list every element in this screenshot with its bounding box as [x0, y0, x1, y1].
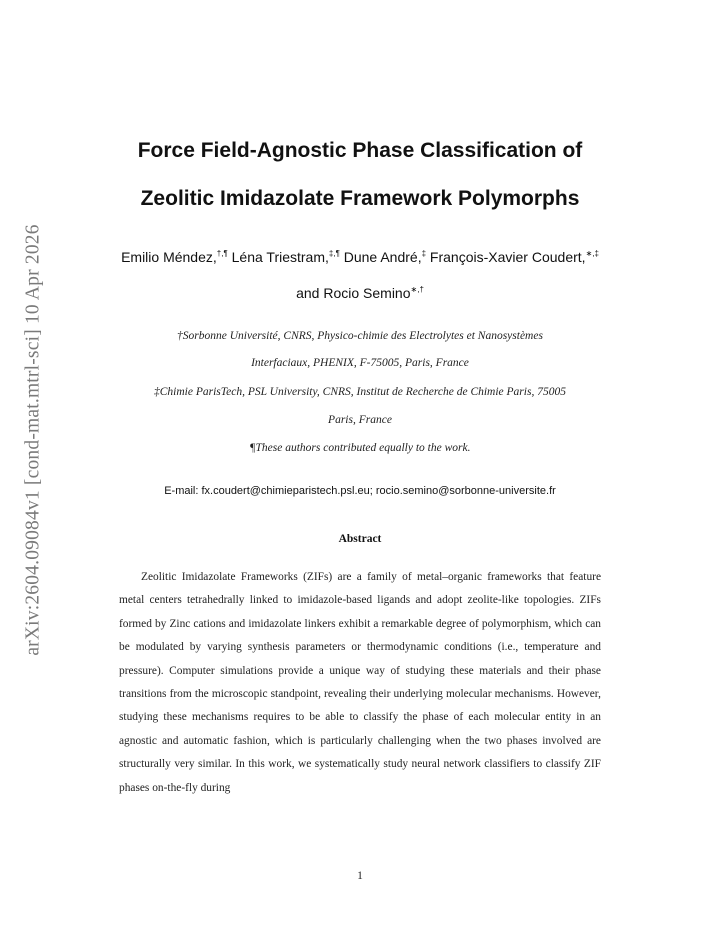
arxiv-identifier-stamp [18, 205, 50, 675]
arxiv-identifier-text: arXiv:2604.09084v1 [cond-mat.mtrl-sci] 10 Apr 2026 [23, 224, 45, 656]
author-affiliation-marks: †,¶ [216, 249, 228, 258]
paper-title-line-2: Zeolitic Imidazolate Framework Polymorphs [140, 187, 580, 210]
affiliation-dagger-line-1: †Sorbonne Université, CNRS, Physico-chimie des Electrolytes et Nanosystèmes [177, 330, 543, 342]
abstract-text: Zeolitic Imidazolate Frameworks (ZIFs) are a family of metal–organic frameworks that feature metal centers tetrahedrally linked to imidazole-based ligands and adopt zeolite-like topologies. ZIFs formed by Zinc cations and imidazolate linkers exhibit a remarkable degree of polymorphism, which can be modulated by varying synthesis parameters or thermodynamic conditions (i.e., temperature and pressure). Computer simulations provide a unique way of studying these materials and their phase transitions from the microscopic standpoint, revealing their underlying molecular mechanisms. However, studying these mechanisms requires to be able to classify the phase of each molecular entity in an agnostic and automatic fashion, which is particularly challenging when the two phases involved are structurally very similar. In this work, we systematically study neural network classifiers to classify ZIF phases on-the-fly during [119, 571, 601, 794]
author-name: Emilio Méndez, [121, 249, 217, 265]
abstract-heading: Abstract [338, 533, 382, 545]
author-name: and Rocio Semino [296, 285, 411, 301]
page-number: 1 [357, 870, 363, 882]
contact-email: E-mail: fx.coudert@chimieparistech.psl.eu; rocio.semino@sorbonne-universite.fr [164, 485, 556, 497]
affiliation-ddagger-line-2: Paris, France [328, 414, 392, 426]
author-affiliation-marks: ‡ [421, 249, 427, 258]
affiliation-dagger-line-2: Interfaciaux, PHENIX, F-75005, Paris, France [251, 357, 469, 369]
author-name: François-Xavier Coudert, [426, 249, 586, 265]
author-affiliation-marks: ∗,† [410, 285, 424, 294]
author-list-line-2 [60, 285, 660, 301]
author-affiliation-marks: ∗,‡ [585, 249, 599, 258]
affiliation-ddagger-line-1: ‡Chimie ParisTech, PSL University, CNRS, Institut de Recherche de Chimie Paris, 75005 [154, 386, 566, 398]
equal-contribution-note: ¶These authors contributed equally to the work. [249, 442, 471, 454]
author-name: Léna Triestram, [227, 249, 329, 265]
paper-title-line-1: Force Field-Agnostic Phase Classification of [137, 139, 583, 162]
author-name: Dune André, [339, 249, 422, 265]
author-affiliation-marks: ‡,¶ [328, 249, 340, 258]
author-list-line-1 [60, 249, 660, 265]
